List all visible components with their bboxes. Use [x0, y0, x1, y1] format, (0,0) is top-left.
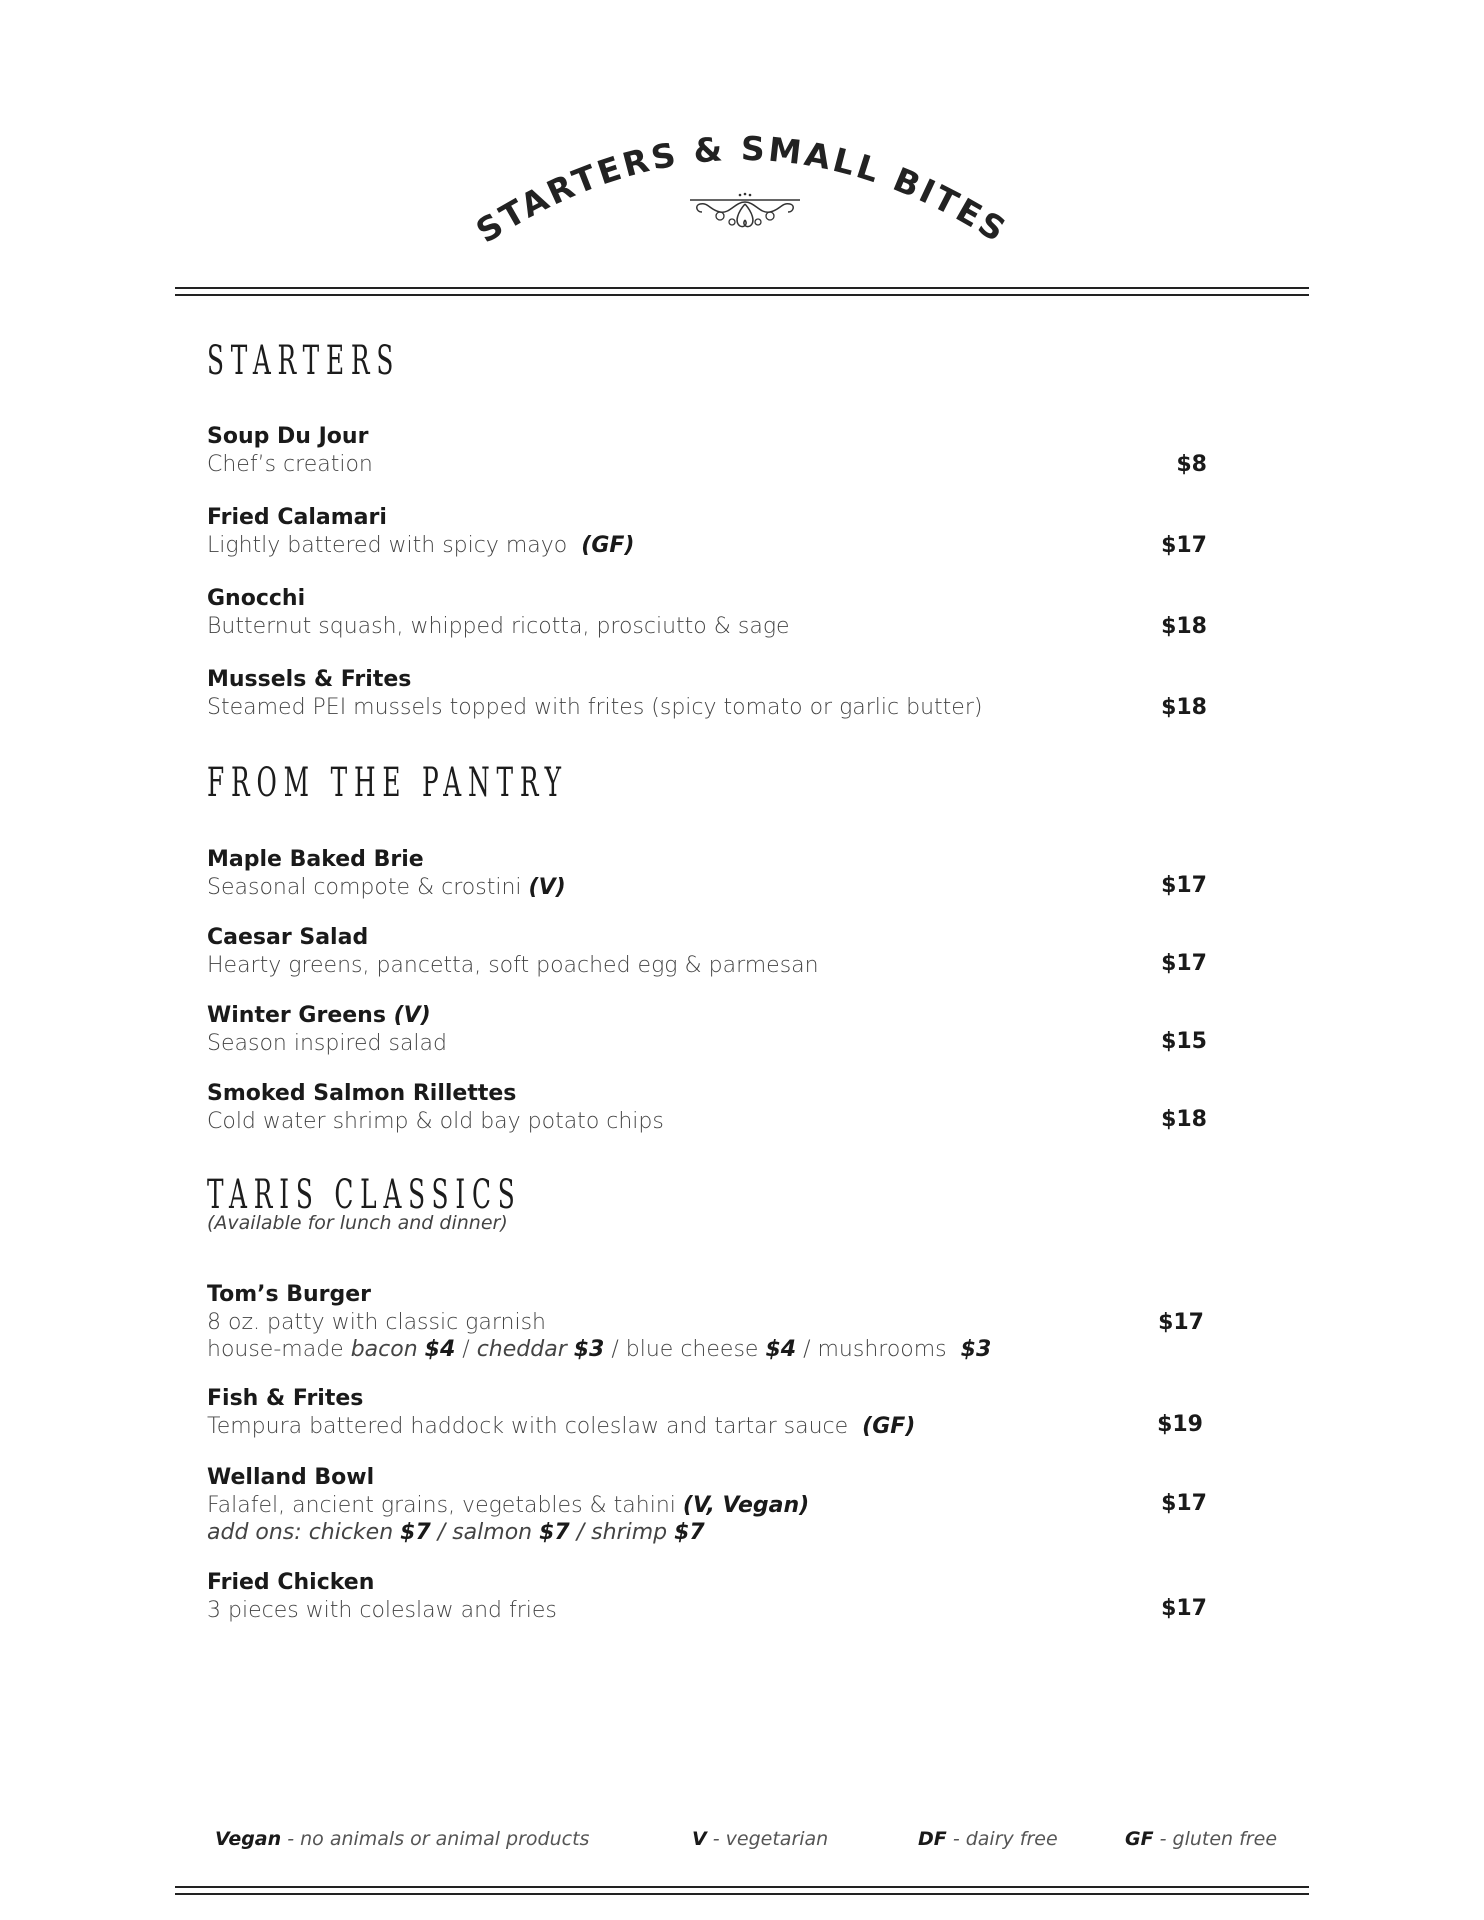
diet-tag: (V): [528, 875, 566, 900]
item-description: Falafel, ancient grains, vegetables & tahini (V, Vegan): [207, 1493, 810, 1518]
item-name: Smoked Salmon Rillettes: [207, 1081, 517, 1106]
section-subtitle: (Available for lunch and dinner): [207, 1212, 508, 1234]
legend-dairy-free: DF - dairy free: [918, 1828, 1058, 1850]
item-name: Fried Chicken: [207, 1570, 375, 1595]
page-title: STARTERS & SMALL BITES: [469, 128, 1015, 250]
item-addons: add ons: chicken $7 / salmon $7 / shrimp $7: [207, 1520, 705, 1545]
item-description: Seasonal compote & crostini (V): [207, 875, 566, 900]
bottom-divider: [175, 1886, 1309, 1895]
item-description: Season inspired salad: [207, 1031, 447, 1056]
legend-vegan: Vegan - no animals or animal products: [215, 1828, 590, 1850]
item-description: Lightly battered with spicy mayo (GF): [207, 533, 635, 558]
section-title-starters: STARTERS: [207, 338, 401, 384]
item-name: Winter Greens (V): [207, 1003, 431, 1028]
legend-gluten-free: GF - gluten free: [1125, 1828, 1278, 1850]
diet-tag: (V, Vegan): [682, 1493, 810, 1518]
menu-item: [207, 1280, 1207, 1363]
item-price: $18: [1161, 695, 1207, 720]
item-name: Maple Baked Brie: [207, 847, 424, 872]
item-description: Butternut squash, whipped ricotta, prosciutto & sage: [207, 614, 790, 639]
item-name: Fish & Frites: [207, 1386, 364, 1411]
item-price: $17: [1161, 1596, 1207, 1621]
section-title-pantry: FROM THE PANTRY: [207, 760, 568, 806]
item-description: Steamed PEI mussels topped with frites (spicy tomato or garlic butter): [207, 695, 983, 720]
item-description: Chef’s creation: [207, 452, 373, 477]
item-description: Hearty greens, pancetta, soft poached egg & parmesan: [207, 953, 819, 978]
menu-item: [207, 1384, 1207, 1440]
menu-item: [207, 923, 1207, 979]
item-description: 3 pieces with coleslaw and fries: [207, 1598, 557, 1623]
menu-item: [207, 1568, 1207, 1624]
menu-item: [207, 503, 1207, 559]
item-price: $17: [1161, 533, 1207, 558]
menu-item: [207, 1001, 1207, 1057]
diet-tag: (GF): [862, 1414, 916, 1439]
item-price: $8: [1176, 452, 1207, 477]
item-addons: house-made bacon $4 / cheddar $3 / blue cheese $4 / mushrooms $3: [207, 1337, 992, 1362]
item-name: Fried Calamari: [207, 505, 387, 530]
menu-item: [207, 1079, 1207, 1135]
item-price: $17: [1161, 873, 1207, 898]
top-divider: [175, 287, 1309, 296]
menu-item: [207, 845, 1207, 901]
item-name: Welland Bowl: [207, 1465, 375, 1490]
item-price: $15: [1161, 1029, 1207, 1054]
item-name: Mussels & Frites: [207, 667, 412, 692]
diet-tag: (GF): [581, 533, 635, 558]
item-price: $17: [1158, 1310, 1204, 1335]
scroll-ornament-icon: [690, 192, 800, 234]
menu-item: [207, 665, 1207, 721]
item-price: $18: [1161, 614, 1207, 639]
item-name: Caesar Salad: [207, 925, 369, 950]
section-title-classics: TARIS CLASSICS: [207, 1172, 522, 1218]
item-description: Tempura battered haddock with coleslaw and tartar sauce (GF): [207, 1414, 916, 1439]
item-description: Cold water shrimp & old bay potato chips: [207, 1109, 664, 1134]
item-name: Gnocchi: [207, 586, 306, 611]
item-description: 8 oz. patty with classic garnish: [207, 1310, 546, 1335]
item-price: $17: [1161, 951, 1207, 976]
item-price: $19: [1157, 1412, 1203, 1437]
diet-tag: (V): [393, 1003, 431, 1028]
item-name: Soup Du Jour: [207, 424, 369, 449]
menu-item: [207, 422, 1207, 478]
item-price: $17: [1161, 1491, 1207, 1516]
item-name: Tom’s Burger: [207, 1282, 372, 1307]
item-price: $18: [1161, 1107, 1207, 1132]
legend-vegetarian: V - vegetarian: [692, 1828, 829, 1850]
menu-item: [207, 1463, 1207, 1546]
menu-item: [207, 584, 1207, 640]
